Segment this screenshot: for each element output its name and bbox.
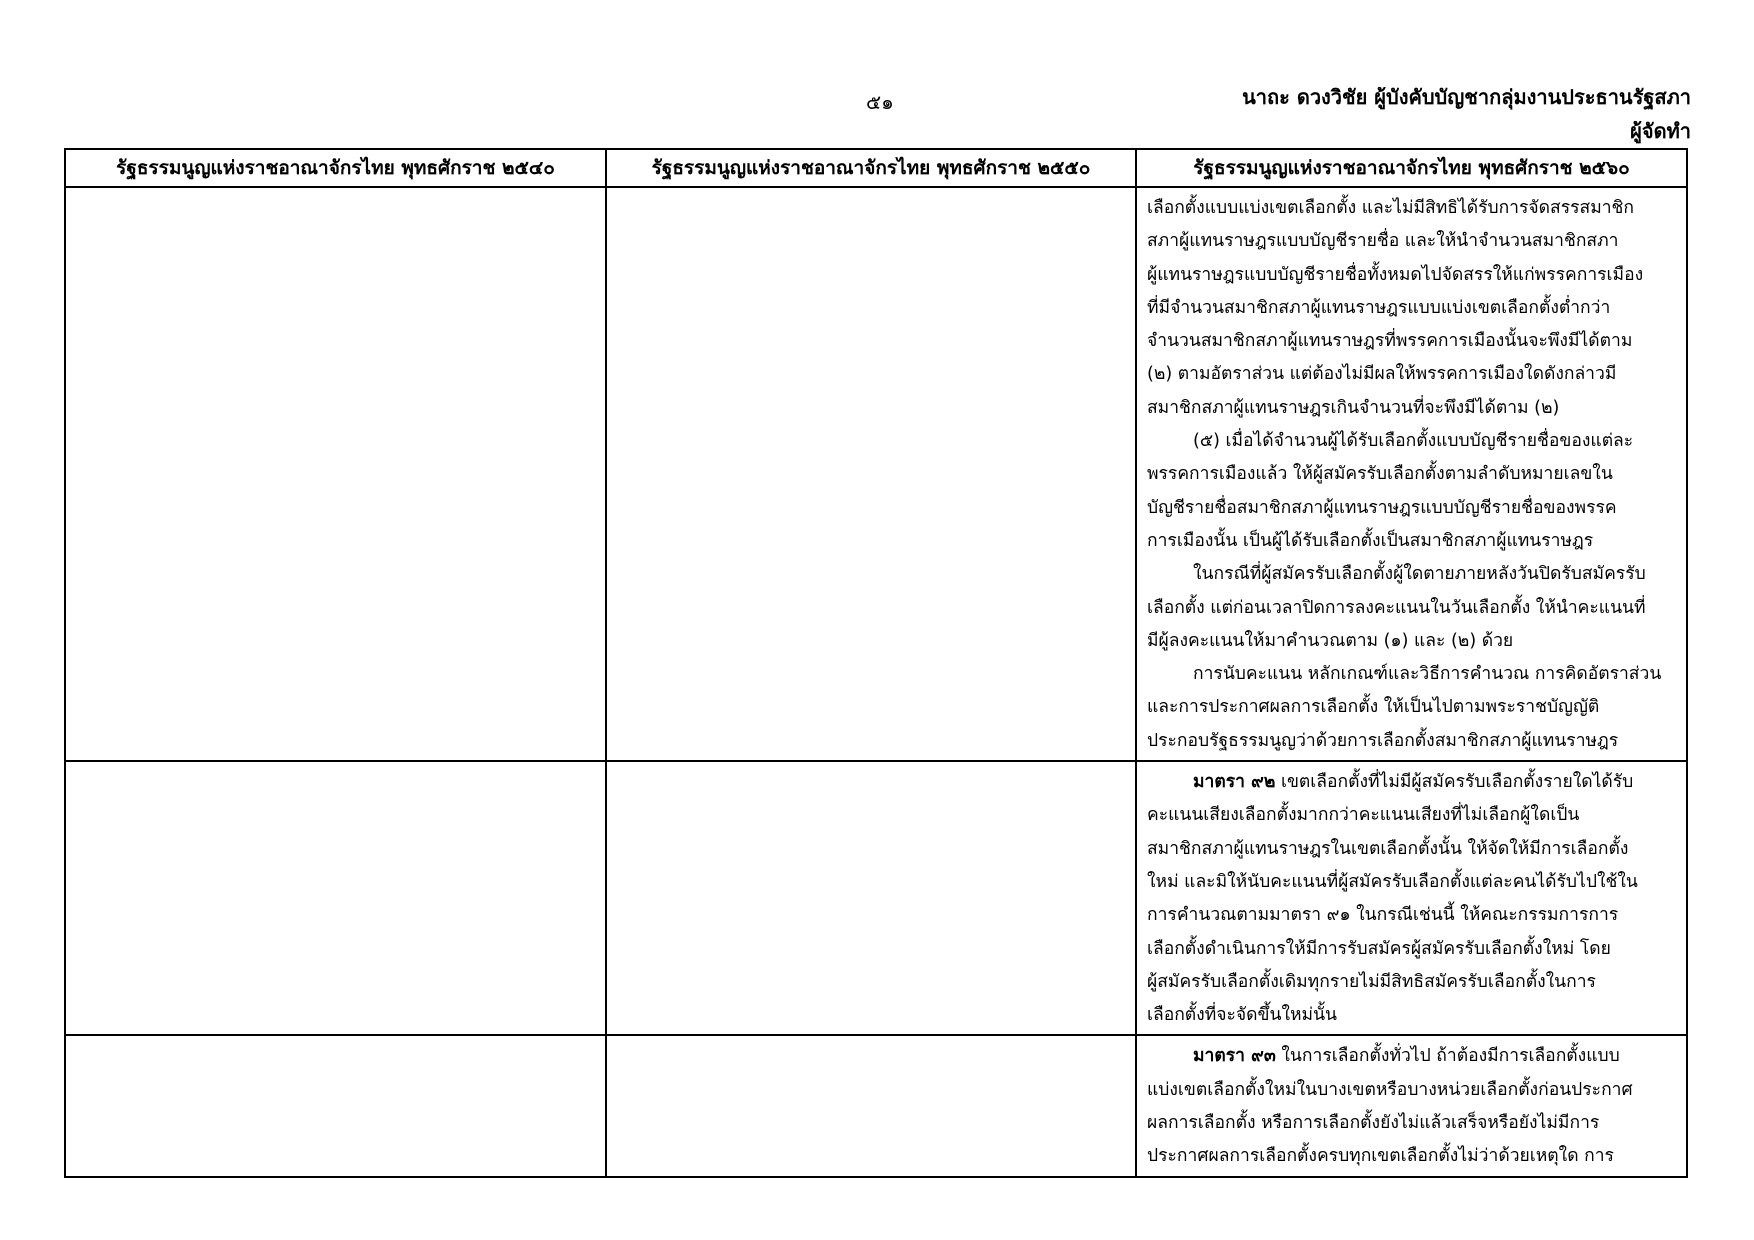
text-line: จำนวนสมาชิกสภาผู้แทนราษฎรที่พรรคการเมืองนั้นจะพึงมีได้ตาม bbox=[1147, 331, 1633, 352]
text-line: การเมืองนั้น เป็นผู้ได้รับเลือกตั้งเป็นสมาชิกสภาผู้แทนราษฎร bbox=[1147, 530, 1594, 551]
text-line: ในกรณีที่ผู้สมัครรับเลือกตั้งผู้ใดตายภายหลังวันปิดรับสมัครรับ bbox=[1193, 564, 1646, 585]
section-first-line-text: ในการเลือกตั้งทั่วไป ถ้าต้องมีการเลือกตั้งแบบ bbox=[1275, 1046, 1620, 1067]
author-credit bbox=[1242, 80, 1691, 148]
text-line: การคำนวณตามมาตรา ๙๑ ในกรณีเช่นนี้ ให้คณะกรรมการการ bbox=[1147, 905, 1619, 926]
text-line: เลือกตั้งดำเนินการให้มีการรับสมัครผู้สมัครรับเลือกตั้งใหม่ โดย bbox=[1147, 938, 1611, 959]
text-line: สมาชิกสภาผู้แทนราษฎรในเขตเลือกตั้งนั้น ให้จัดให้มีการเลือกตั้ง bbox=[1147, 838, 1629, 859]
text-line: การนับคะแนน หลักเกณฑ์และวิธีการคำนวณ การคิดอัตราส่วน bbox=[1193, 664, 1662, 685]
cell-2540-empty bbox=[65, 1035, 606, 1176]
column-header-2540: รัฐธรรมนูญแห่งราชอาณาจักรไทย พุทธศักราช ๒๕๔๐ bbox=[65, 149, 606, 187]
table-header-row bbox=[65, 149, 1687, 187]
column-header-2550: รัฐธรรมนูญแห่งราชอาณาจักรไทย พุทธศักราช ๒๕๕๐ bbox=[606, 149, 1136, 187]
table-row bbox=[65, 1035, 1687, 1176]
section-label: มาตรา ๙๓ bbox=[1193, 1046, 1276, 1067]
text-line: คะแนนเสียงเลือกตั้งมากกว่าคะแนนเสียงที่ไม่เลือกผู้ใดเป็น bbox=[1147, 805, 1580, 826]
text-line: เลือกตั้งแบบแบ่งเขตเลือกตั้ง และไม่มีสิทธิได้รับการจัดสรรสมาชิก bbox=[1147, 198, 1635, 218]
text-line: (๒) ตามอัตราส่วน แต่ต้องไม่มีผลให้พรรคการเมืองใดดังกล่าวมี bbox=[1147, 364, 1617, 385]
text-line: บัญชีรายชื่อสมาชิกสภาผู้แทนราษฎรแบบบัญชีรายชื่อของพรรค bbox=[1147, 497, 1617, 518]
author-role-line: ผู้จัดทำ bbox=[1630, 119, 1691, 143]
text-line: ผู้แทนราษฎรแบบบัญชีรายชื่อทั้งหมดไปจัดสรรให้แก่พรรคการเมือง bbox=[1147, 264, 1644, 285]
page-number: ๕๑ bbox=[866, 90, 894, 114]
cell-2540-empty bbox=[65, 761, 606, 1035]
section-first-line bbox=[1147, 766, 1676, 799]
table-row bbox=[65, 187, 1687, 761]
section-first-line bbox=[1147, 1040, 1676, 1073]
cell-2560-text bbox=[1136, 761, 1687, 1035]
comparison-table bbox=[64, 148, 1688, 1178]
text-line: ประกอบรัฐธรรมนูญว่าด้วยการเลือกตั้งสมาชิกสภาผู้แทนราษฎร bbox=[1147, 730, 1619, 751]
column-header-2560: รัฐธรรมนูญแห่งราชอาณาจักรไทย พุทธศักราช ๒๕๖๐ bbox=[1136, 149, 1687, 187]
text-line: ที่มีจำนวนสมาชิกสภาผู้แทนราษฎรแบบแบ่งเขตเลือกตั้งต่ำกว่า bbox=[1147, 297, 1611, 318]
text-line: ผู้สมัครรับเลือกตั้งเดิมทุกรายไม่มีสิทธิสมัครรับเลือกตั้งในการ bbox=[1147, 971, 1596, 992]
text-line: ผลการเลือกตั้ง หรือการเลือกตั้งยังไม่แล้วเสร็จหรือยังไม่มีการ bbox=[1147, 1113, 1600, 1134]
text-line: และการประกาศผลการเลือกตั้ง ให้เป็นไปตามพระราชบัญญัติ bbox=[1147, 697, 1600, 718]
section-first-line-text: เขตเลือกตั้งที่ไม่มีผู้สมัครรับเลือกตั้งรายใดได้รับ bbox=[1275, 772, 1634, 793]
cell-2550-empty bbox=[606, 761, 1136, 1035]
text-line: เลือกตั้ง แต่ก่อนเวลาปิดการลงคะแนนในวันเลือกตั้ง ให้นำคะแนนที่ bbox=[1147, 597, 1646, 618]
text-line: ใหม่ และมิให้นับคะแนนที่ผู้สมัครรับเลือกตั้งแต่ละคนได้รับไปใช้ใน bbox=[1147, 871, 1638, 892]
text-line: สมาชิกสภาผู้แทนราษฎรเกินจำนวนที่จะพึงมีได้ตาม (๒) bbox=[1147, 397, 1560, 418]
text-line: สภาผู้แทนราษฎรแบบบัญชีรายชื่อ และให้นำจำนวนสมาชิกสภา bbox=[1147, 231, 1619, 252]
table-row bbox=[65, 761, 1687, 1035]
cell-2540-empty bbox=[65, 187, 606, 761]
cell-2550-empty bbox=[606, 187, 1136, 761]
cell-2550-empty bbox=[606, 1035, 1136, 1176]
text-line: ประกาศผลการเลือกตั้งครบทุกเขตเลือกตั้งไม่ว่าด้วยเหตุใด การ bbox=[1147, 1146, 1614, 1167]
cell-2560-text bbox=[1136, 187, 1687, 761]
text-line: เลือกตั้งที่จะจัดขึ้นใหม่นั้น bbox=[1147, 1005, 1337, 1026]
text-line: มีผู้ลงคะแนนให้มาคำนวณตาม (๑) และ (๒) ด้วย bbox=[1147, 630, 1514, 651]
text-line: พรรคการเมืองแล้ว ให้ผู้สมัครรับเลือกตั้งตามลำดับหมายเลขใน bbox=[1147, 464, 1613, 485]
author-name-line: นาถะ ดวงวิชัย ผู้บังคับบัญชากลุ่มงานประธานรัฐสภา bbox=[1242, 85, 1691, 109]
text-line: (๕) เมื่อได้จำนวนผู้ได้รับเลือกตั้งแบบบัญชีรายชื่อของแต่ละ bbox=[1193, 431, 1634, 452]
text-line: แบ่งเขตเลือกตั้งใหม่ในบางเขตหรือบางหน่วยเลือกตั้งก่อนประกาศ bbox=[1147, 1079, 1633, 1100]
cell-2560-text bbox=[1136, 1035, 1687, 1176]
section-label: มาตรา ๙๒ bbox=[1193, 772, 1276, 793]
